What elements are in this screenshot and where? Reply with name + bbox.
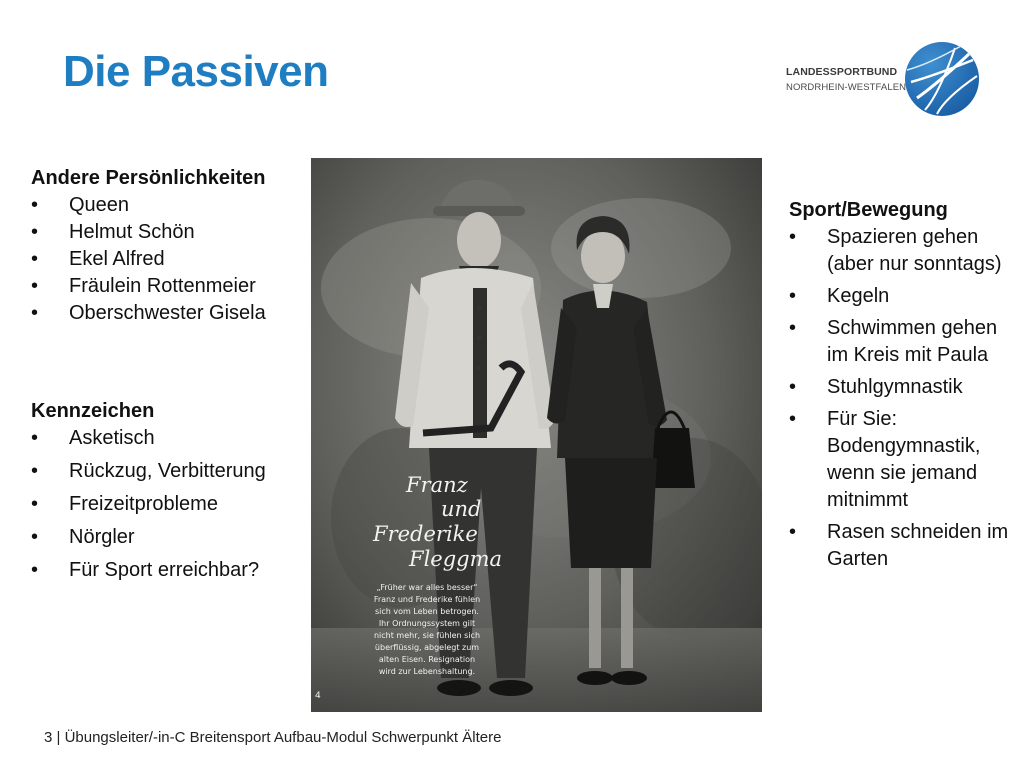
- sport-heading: Sport/Bewegung: [789, 199, 948, 221]
- photo-quote-line: Ihr Ordnungssystem gilt: [378, 619, 476, 628]
- photo-quote-line: nicht mehr, sie fühlen sich: [373, 631, 481, 640]
- logo-line-2: NORDRHEIN-WESTFALEN: [786, 82, 907, 93]
- photo-page-number: 4: [315, 691, 321, 701]
- list-item: • Fräulein Rottenmeier: [31, 273, 311, 300]
- logo-text: [786, 65, 906, 95]
- list-item: • Nörgler: [31, 524, 311, 551]
- characteristics-list: [31, 398, 311, 590]
- landessportbund-logo: [786, 40, 986, 122]
- photo-quote-line: Franz und Frederike fühlen: [373, 595, 481, 604]
- personalities-list: [31, 165, 311, 327]
- list-item: • Schwimmen gehen im Kreis mit Paula: [789, 315, 1021, 369]
- list-item: • Rasen schneiden im Garten: [789, 519, 1021, 573]
- list-item: • Freizeitprobleme: [31, 491, 311, 518]
- list-item: • Oberschwester Gisela: [31, 300, 311, 327]
- photo-caption-line-1: Franz: [406, 473, 468, 497]
- list-item: • Stuhlgymnastik: [789, 374, 1021, 401]
- photo-quote-line: überflüssig, abgelegt zum: [374, 643, 480, 652]
- list-item: • Für Sport erreichbar?: [31, 557, 311, 584]
- globe-logo-icon: [903, 40, 981, 118]
- list-item: • Queen: [31, 192, 311, 219]
- photo-illustration: [311, 158, 762, 712]
- photo-caption-line-2: und: [441, 497, 482, 521]
- sport-list: [789, 197, 1021, 578]
- photo-quote-line: „Früher war alles besser“: [376, 583, 478, 592]
- slide-footer: 3 | Übungsleiter/-in-C Breitensport Aufbau-Modul Schwerpunkt Ältere: [44, 729, 502, 746]
- photo-quote-line: alten Eisen. Resignation: [378, 655, 476, 664]
- list-item: • Ekel Alfred: [31, 246, 311, 273]
- characteristics-heading: Kennzeichen: [31, 400, 155, 422]
- list-item: • Rückzug, Verbitterung: [31, 458, 311, 485]
- photo-quote-line: sich vom Leben betrogen.: [375, 607, 479, 616]
- list-item: • Kegeln: [789, 283, 1021, 310]
- personalities-heading: Andere Persönlichkeiten: [31, 167, 266, 189]
- photo-caption-line-4: Fleggma: [409, 547, 503, 571]
- list-item: • Asketisch: [31, 425, 311, 452]
- photo-quote-line: wird zur Lebenshaltung.: [378, 667, 476, 676]
- slide-title: Die Passiven: [63, 47, 329, 96]
- photo-caption-line-3: Frederike: [373, 522, 478, 546]
- logo-line-1: LANDESSPORTBUND: [786, 66, 898, 78]
- list-item: • Helmut Schön: [31, 219, 311, 246]
- list-item: • Spazieren gehen (aber nur sonntags): [789, 224, 1021, 278]
- couple-photo: [311, 158, 762, 712]
- list-item: • Für Sie: Bodengymnastik, wenn sie jemand mitnimmt: [789, 406, 1021, 514]
